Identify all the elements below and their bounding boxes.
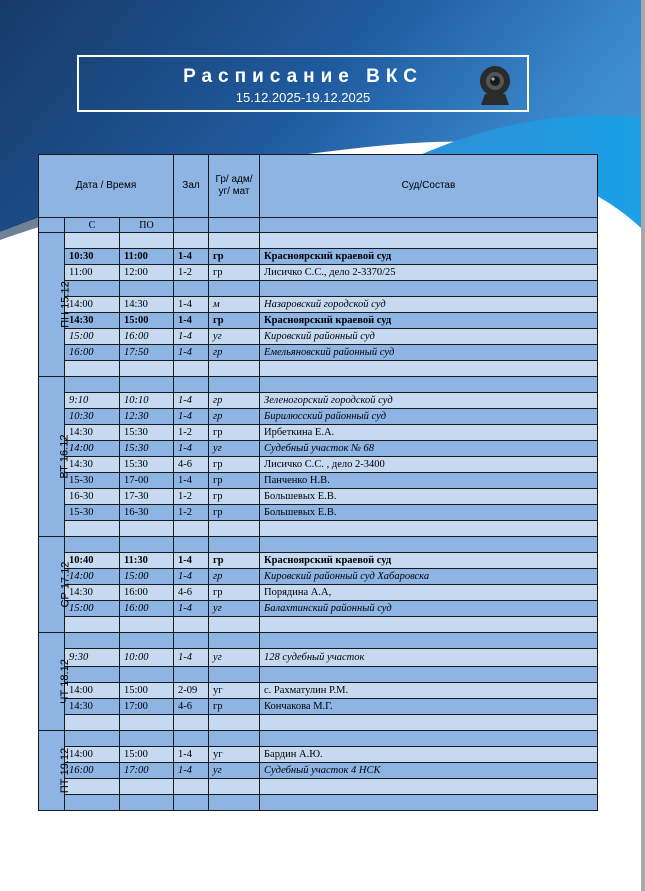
table-row [39, 505, 598, 521]
cell-court [260, 731, 598, 747]
cell-from: 14:00 [65, 297, 120, 313]
cell-type: уг [209, 683, 260, 699]
cell-to: 17-00 [120, 473, 174, 489]
cell-hall: 1-4 [174, 553, 209, 569]
cell-court [260, 779, 598, 795]
cell-type: уг [209, 441, 260, 457]
cell-from: 14:30 [65, 425, 120, 441]
cell-court: Красноярский краевой суд [260, 553, 598, 569]
cell-to [120, 667, 174, 683]
cell-to: 15:00 [120, 313, 174, 329]
cell-from [65, 633, 120, 649]
day-label: СР 17.12 [39, 537, 65, 633]
cell-hall: 1-4 [174, 409, 209, 425]
cell-type [209, 633, 260, 649]
cell-court [260, 633, 598, 649]
cell-hall: 4-6 [174, 457, 209, 473]
cell-to: 11:00 [120, 249, 174, 265]
table-row [39, 731, 598, 747]
cell-court: Емельяновский районный суд [260, 345, 598, 361]
cell-hall [174, 715, 209, 731]
table-row [39, 569, 598, 585]
webcam-icon [471, 61, 519, 109]
cell-type [209, 233, 260, 249]
header-datetime: Дата / Время [39, 155, 174, 218]
table-row [39, 393, 598, 409]
title-box [77, 55, 529, 112]
table-row [39, 233, 598, 249]
cell-to [120, 731, 174, 747]
cell-from [65, 537, 120, 553]
cell-hall [174, 537, 209, 553]
cell-type: гр [209, 553, 260, 569]
table-row [39, 601, 598, 617]
header-blank [174, 218, 209, 233]
table-row [39, 747, 598, 763]
table-row [39, 265, 598, 281]
cell-court: Балахтинский районный суд [260, 601, 598, 617]
cell-from: 16:00 [65, 763, 120, 779]
cell-court: Лисичко С.С., дело 2-3370/25 [260, 265, 598, 281]
cell-to: 17:50 [120, 345, 174, 361]
cell-type [209, 521, 260, 537]
cell-hall [174, 233, 209, 249]
cell-court: Зеленогорский городской суд [260, 393, 598, 409]
cell-to: 17:00 [120, 699, 174, 715]
cell-from [65, 617, 120, 633]
cell-hall [174, 377, 209, 393]
cell-hall: 1-2 [174, 425, 209, 441]
cell-hall: 1-4 [174, 569, 209, 585]
cell-court: Кончакова М.Г. [260, 699, 598, 715]
cell-from: 14:00 [65, 569, 120, 585]
table-row [39, 313, 598, 329]
cell-from [65, 233, 120, 249]
cell-type [209, 667, 260, 683]
cell-court: Большевых Е.В. [260, 505, 598, 521]
cell-type: уг [209, 747, 260, 763]
cell-from: 14:00 [65, 747, 120, 763]
cell-to: 15:00 [120, 683, 174, 699]
cell-type: гр [209, 585, 260, 601]
page-edge [641, 0, 645, 891]
cell-type: гр [209, 313, 260, 329]
cell-type [209, 617, 260, 633]
cell-to: 11:30 [120, 553, 174, 569]
header-blank [39, 218, 65, 233]
table-row [39, 617, 598, 633]
cell-type: уг [209, 763, 260, 779]
cell-to [120, 795, 174, 811]
cell-court: Бардин А.Ю. [260, 747, 598, 763]
header-type: Гр/ адм/уг/ мат [209, 155, 260, 218]
cell-hall: 1-2 [174, 505, 209, 521]
cell-hall: 2-09 [174, 683, 209, 699]
table-row [39, 297, 598, 313]
cell-from [65, 281, 120, 297]
table-row [39, 473, 598, 489]
cell-from [65, 377, 120, 393]
cell-type [209, 731, 260, 747]
table-row [39, 329, 598, 345]
cell-to: 10:10 [120, 393, 174, 409]
table-row [39, 441, 598, 457]
header-blank [260, 218, 598, 233]
cell-type: гр [209, 393, 260, 409]
header-court: Суд/Состав [260, 155, 598, 218]
cell-hall [174, 667, 209, 683]
cell-from [65, 795, 120, 811]
day-label: ПТ 19.12 [39, 731, 65, 811]
table-row [39, 345, 598, 361]
header-from: С [65, 218, 120, 233]
cell-hall [174, 731, 209, 747]
cell-type: уг [209, 649, 260, 667]
cell-from: 10:30 [65, 249, 120, 265]
cell-from: 10:30 [65, 409, 120, 425]
table-row [39, 457, 598, 473]
cell-court [260, 617, 598, 633]
page-title: Расписание ВКС [183, 66, 423, 87]
day-label: ЧТ 18.12 [39, 633, 65, 731]
table-row [39, 779, 598, 795]
cell-type: гр [209, 457, 260, 473]
cell-type: гр [209, 569, 260, 585]
cell-hall [174, 281, 209, 297]
cell-to: 17:00 [120, 763, 174, 779]
table-row [39, 633, 598, 649]
table-row [39, 649, 598, 667]
cell-from: 16-30 [65, 489, 120, 505]
cell-court: 128 судебный участок [260, 649, 598, 667]
cell-hall: 1-4 [174, 393, 209, 409]
cell-hall: 1-4 [174, 601, 209, 617]
cell-court: Судебный участок № 68 [260, 441, 598, 457]
cell-hall: 1-4 [174, 249, 209, 265]
cell-from: 10:40 [65, 553, 120, 569]
cell-to [120, 281, 174, 297]
cell-from: 14:30 [65, 457, 120, 473]
cell-to: 16:00 [120, 329, 174, 345]
cell-hall: 1-4 [174, 297, 209, 313]
cell-from [65, 361, 120, 377]
cell-court [260, 521, 598, 537]
cell-from [65, 779, 120, 795]
table-row [39, 763, 598, 779]
cell-court: Большевых Е.В. [260, 489, 598, 505]
cell-hall: 1-4 [174, 473, 209, 489]
cell-court: с. Рахматулин Р.М. [260, 683, 598, 699]
date-range: 15.12.2025-19.12.2025 [235, 90, 371, 105]
cell-hall: 4-6 [174, 585, 209, 601]
table-row [39, 585, 598, 601]
table-row [39, 361, 598, 377]
cell-to [120, 715, 174, 731]
cell-type [209, 537, 260, 553]
cell-type: гр [209, 505, 260, 521]
cell-hall: 1-4 [174, 763, 209, 779]
cell-hall: 1-4 [174, 747, 209, 763]
cell-hall [174, 633, 209, 649]
cell-hall: 4-6 [174, 699, 209, 715]
cell-type: уг [209, 601, 260, 617]
cell-from: 9:10 [65, 393, 120, 409]
cell-to: 12:30 [120, 409, 174, 425]
cell-from: 14:00 [65, 683, 120, 699]
schedule-table [38, 154, 598, 811]
cell-type: уг [209, 329, 260, 345]
cell-from [65, 521, 120, 537]
cell-to: 10:00 [120, 649, 174, 667]
cell-from: 14:00 [65, 441, 120, 457]
cell-court: Кировский районный суд Хабаровска [260, 569, 598, 585]
cell-court [260, 667, 598, 683]
table-row [39, 489, 598, 505]
cell-type [209, 377, 260, 393]
cell-to: 12:00 [120, 265, 174, 281]
cell-from: 14:30 [65, 313, 120, 329]
cell-to: 15:30 [120, 425, 174, 441]
cell-type [209, 779, 260, 795]
cell-type: гр [209, 409, 260, 425]
cell-court [260, 537, 598, 553]
cell-to [120, 633, 174, 649]
cell-type: гр [209, 699, 260, 715]
cell-to [120, 617, 174, 633]
cell-from: 14:30 [65, 585, 120, 601]
cell-court: Лисичко С.С. , дело 2-3400 [260, 457, 598, 473]
cell-hall: 1-4 [174, 441, 209, 457]
cell-from [65, 667, 120, 683]
cell-from: 15:00 [65, 601, 120, 617]
cell-hall [174, 795, 209, 811]
cell-hall: 1-4 [174, 329, 209, 345]
cell-from: 15:00 [65, 329, 120, 345]
table-row [39, 537, 598, 553]
cell-to [120, 377, 174, 393]
cell-type [209, 795, 260, 811]
table-row [39, 249, 598, 265]
cell-hall: 1-2 [174, 489, 209, 505]
cell-court: Красноярский краевой суд [260, 313, 598, 329]
cell-to [120, 361, 174, 377]
table-row [39, 699, 598, 715]
cell-to [120, 233, 174, 249]
cell-court: Порядина А.А, [260, 585, 598, 601]
cell-type: гр [209, 249, 260, 265]
table-row [39, 409, 598, 425]
cell-to [120, 779, 174, 795]
day-label: ВТ 16.12 [39, 377, 65, 537]
cell-court: Бирилюсский районный суд [260, 409, 598, 425]
day-label: ПН 15.12 [39, 233, 65, 377]
table-row [39, 377, 598, 393]
cell-court [260, 281, 598, 297]
cell-court [260, 361, 598, 377]
cell-from: 9:30 [65, 649, 120, 667]
cell-to: 15:30 [120, 457, 174, 473]
table-row [39, 553, 598, 569]
cell-type: гр [209, 489, 260, 505]
cell-court: Ирбеткина Е.А. [260, 425, 598, 441]
cell-type [209, 715, 260, 731]
cell-type: гр [209, 345, 260, 361]
cell-court: Красноярский краевой суд [260, 249, 598, 265]
cell-from [65, 715, 120, 731]
cell-type: гр [209, 425, 260, 441]
header-hall: Зал [174, 155, 209, 218]
cell-to: 16-30 [120, 505, 174, 521]
cell-to: 15:00 [120, 569, 174, 585]
cell-court: Панченко Н.В. [260, 473, 598, 489]
cell-type: м [209, 297, 260, 313]
cell-type [209, 361, 260, 377]
table-row [39, 715, 598, 731]
cell-court: Судебный участок 4 НСК [260, 763, 598, 779]
cell-hall: 1-2 [174, 265, 209, 281]
cell-court [260, 795, 598, 811]
cell-court: Назаровский городской суд [260, 297, 598, 313]
cell-hall [174, 779, 209, 795]
cell-type: гр [209, 265, 260, 281]
cell-hall: 1-4 [174, 649, 209, 667]
cell-court: Кировский районный суд [260, 329, 598, 345]
cell-to: 15:30 [120, 441, 174, 457]
cell-from: 16:00 [65, 345, 120, 361]
cell-from: 11:00 [65, 265, 120, 281]
table-row [39, 683, 598, 699]
table-row [39, 521, 598, 537]
table-row [39, 795, 598, 811]
table-row [39, 667, 598, 683]
cell-from [65, 731, 120, 747]
cell-hall: 1-4 [174, 345, 209, 361]
cell-type: гр [209, 473, 260, 489]
table-row [39, 281, 598, 297]
cell-court [260, 377, 598, 393]
cell-court [260, 233, 598, 249]
cell-hall [174, 617, 209, 633]
cell-court [260, 715, 598, 731]
cell-from: 15-30 [65, 473, 120, 489]
cell-to [120, 537, 174, 553]
header-blank [209, 218, 260, 233]
cell-to: 17-30 [120, 489, 174, 505]
cell-from: 14:30 [65, 699, 120, 715]
cell-hall: 1-4 [174, 313, 209, 329]
cell-hall [174, 521, 209, 537]
cell-to [120, 521, 174, 537]
cell-to: 16:00 [120, 601, 174, 617]
cell-to: 16:00 [120, 585, 174, 601]
cell-to: 15:00 [120, 747, 174, 763]
cell-from: 15-30 [65, 505, 120, 521]
cell-type [209, 281, 260, 297]
header-to: ПО [120, 218, 174, 233]
table-row [39, 425, 598, 441]
cell-hall [174, 361, 209, 377]
cell-to: 14:30 [120, 297, 174, 313]
